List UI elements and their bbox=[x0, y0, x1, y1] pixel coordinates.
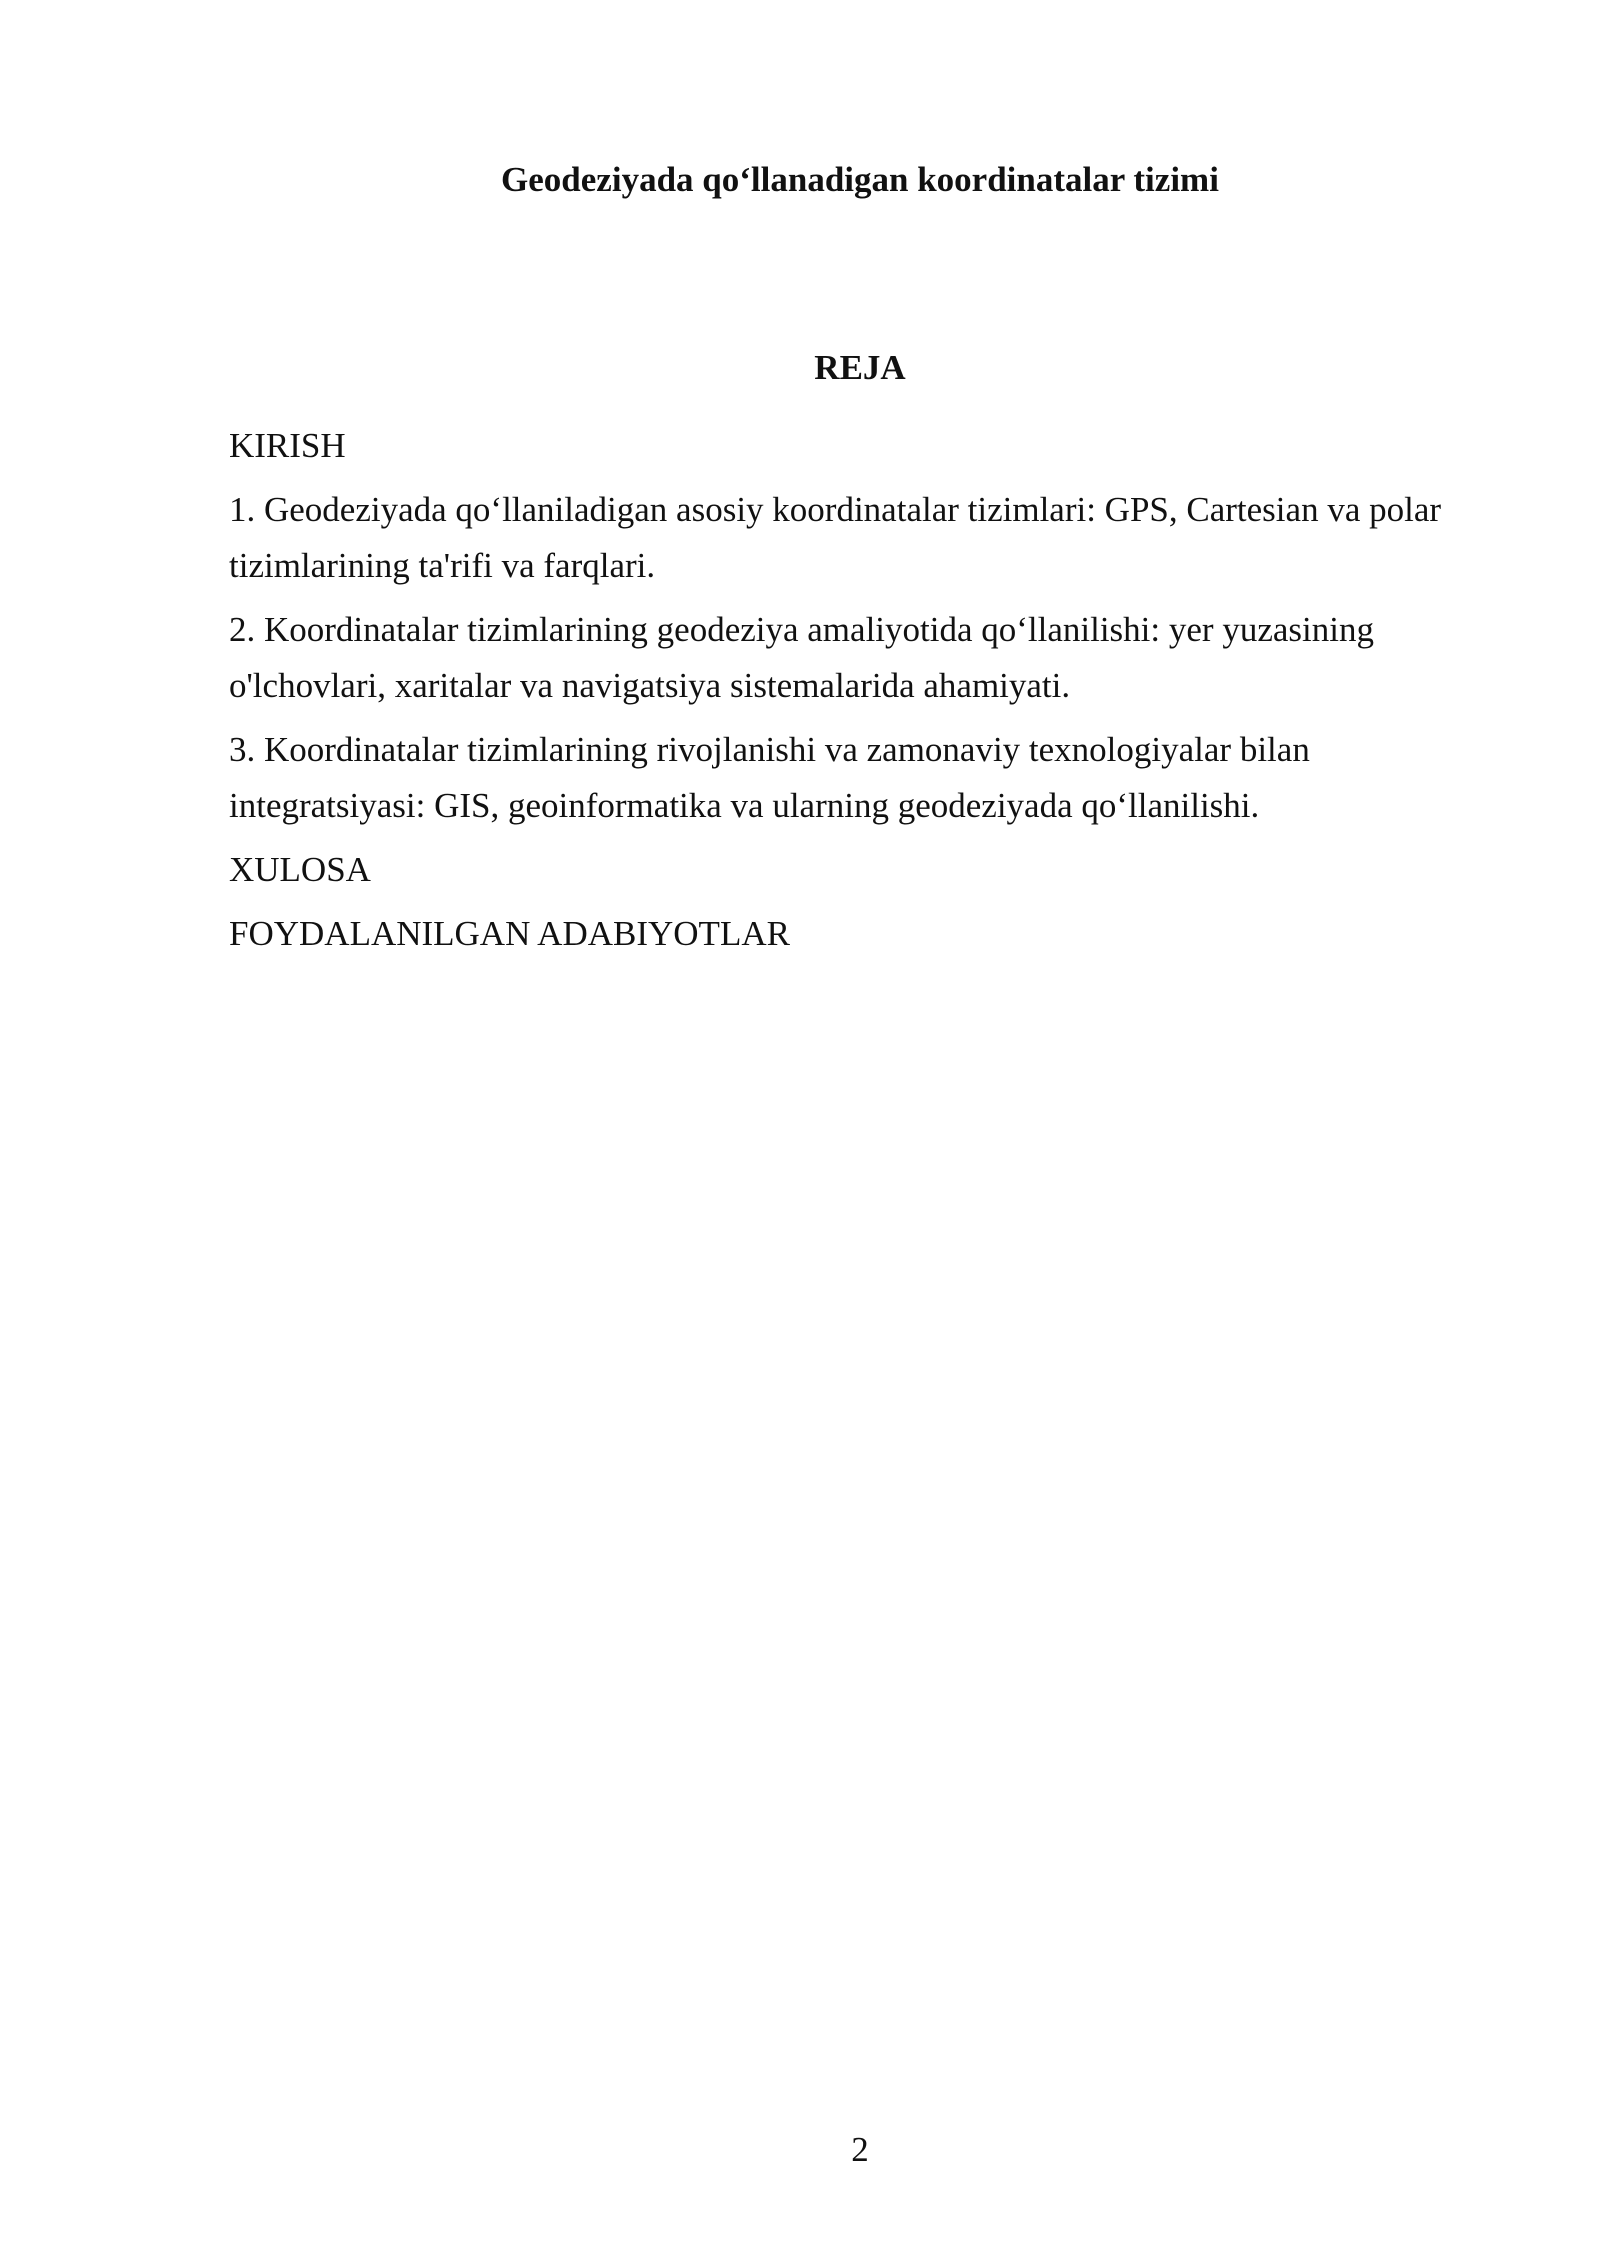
plan-heading: REJA bbox=[814, 348, 906, 387]
outline-item-3: 3. Koordinatalar tizimlarining rivojlanishi va zamonaviy texnologiyalar bilan integratsiyasi: GIS, geoinformatika va ularning geodeziyada qo‘llanilishi. bbox=[229, 730, 1310, 825]
outline-item-conclusion: XULOSA bbox=[229, 850, 371, 889]
page-title: Geodeziyada qo‘llanadigan koordinatalar tizimi bbox=[501, 160, 1219, 199]
page-number: 2 bbox=[851, 2130, 869, 2169]
plan-outline bbox=[229, 418, 1489, 970]
outline-item-introduction: KIRISH bbox=[229, 426, 346, 465]
outline-item-1: 1. Geodeziyada qo‘llaniladigan asosiy koordinatalar tizimlari: GPS, Cartesian va polar tizimlarining ta'rifi va farqlari. bbox=[229, 490, 1442, 585]
outline-item-references: FOYDALANILGAN ADABIYOTLAR bbox=[229, 914, 790, 953]
outline-item-2: 2. Koordinatalar tizimlarining geodeziya amaliyotida qo‘llanilishi: yer yuzasining o'lchovlari, xaritalar va navigatsiya sistemalarida ahamiyati. bbox=[229, 610, 1374, 705]
